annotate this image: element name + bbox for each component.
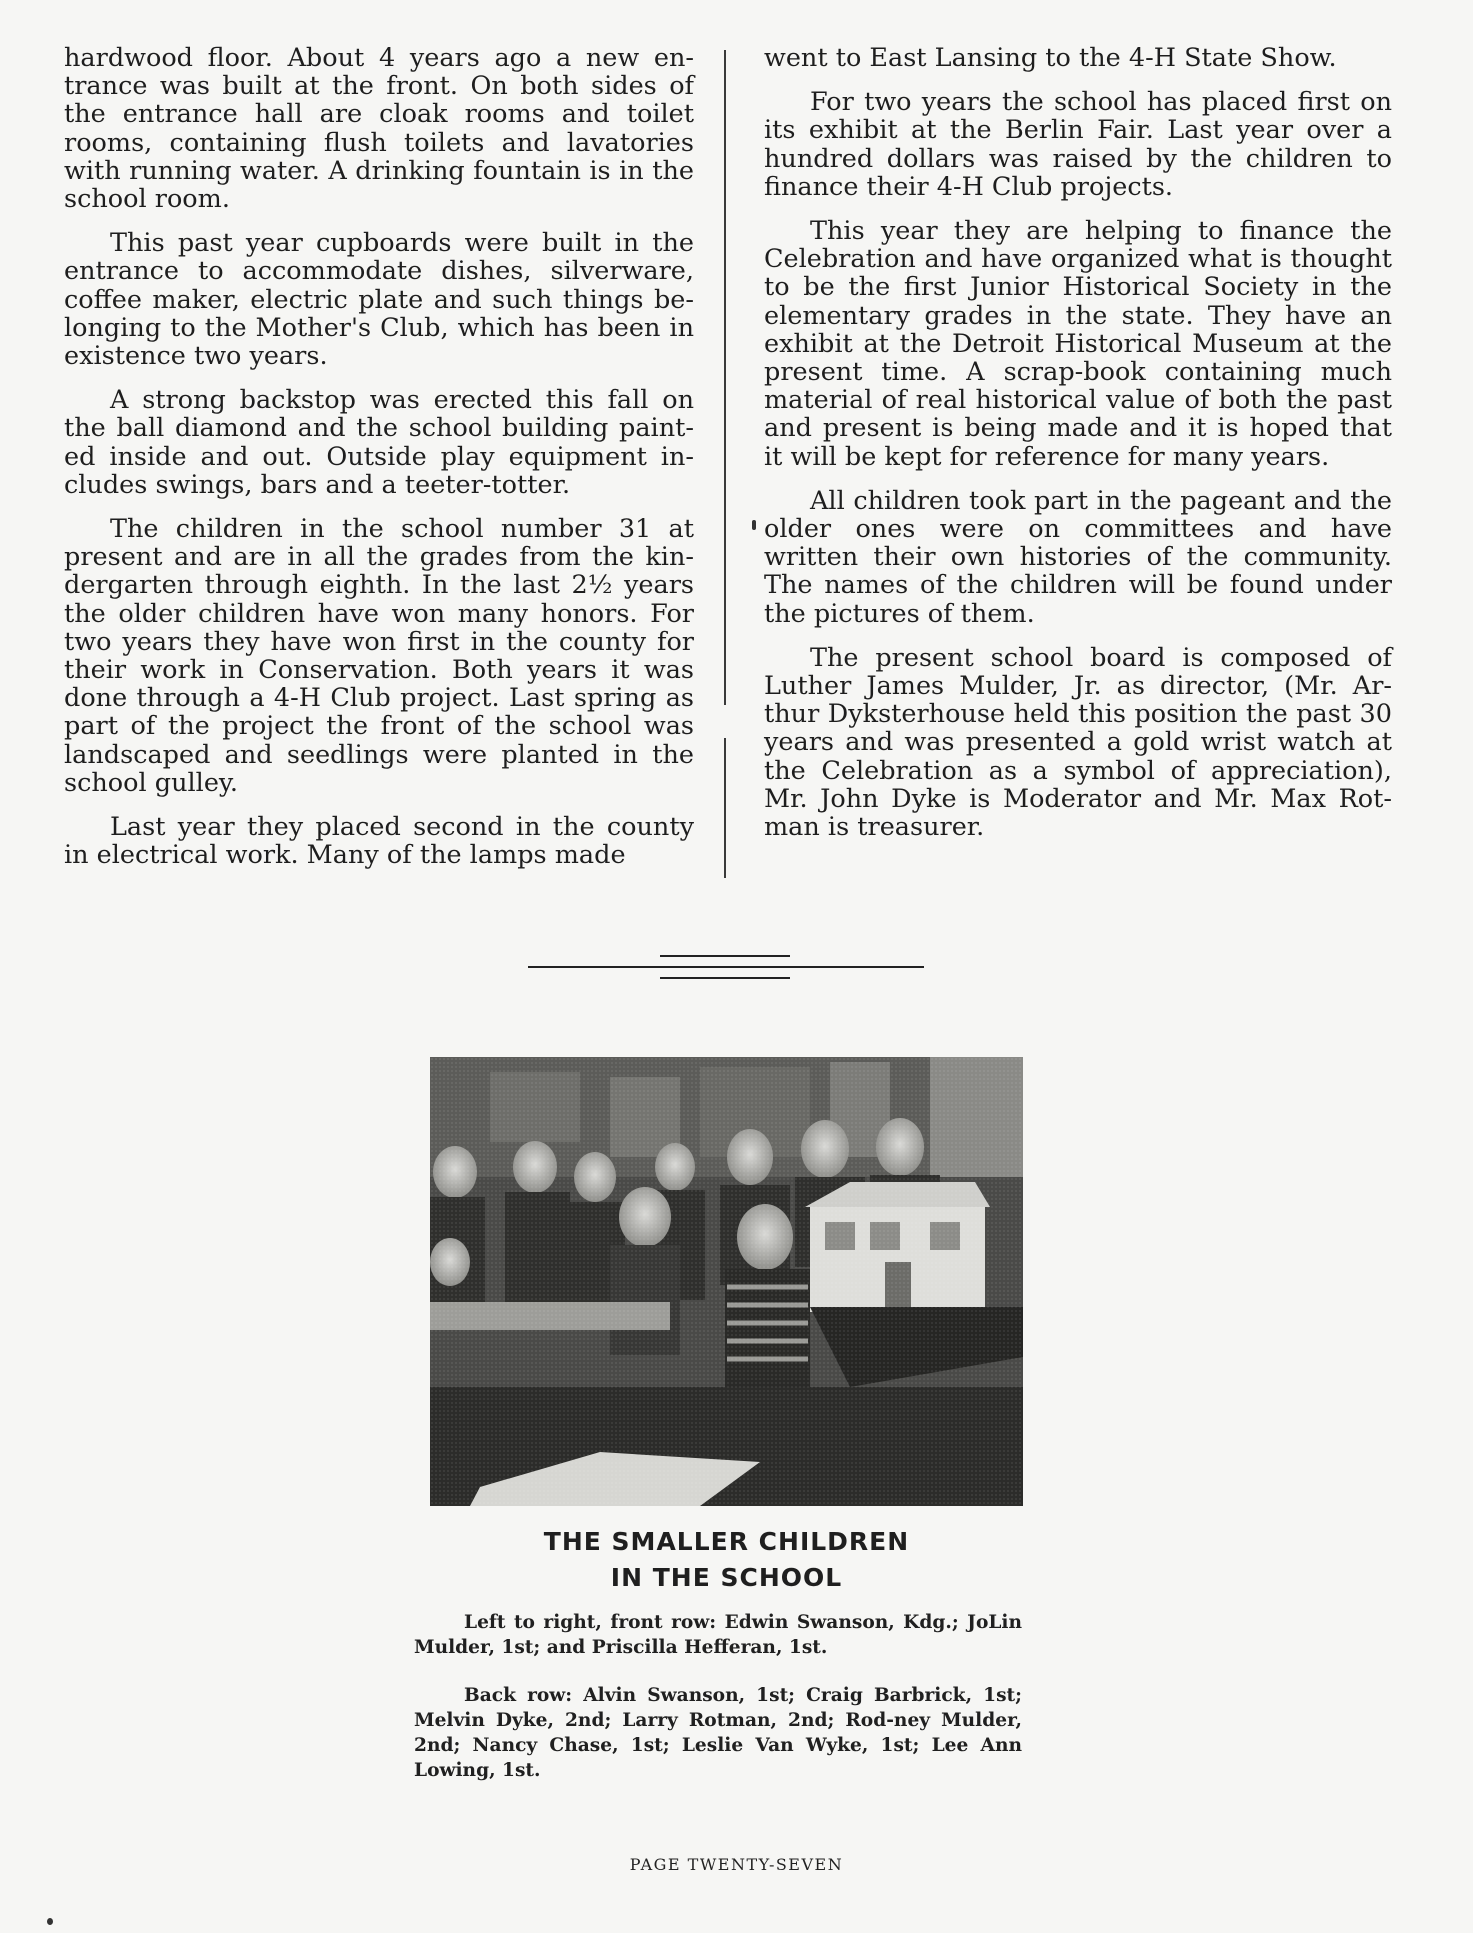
left-paragraph-1: hardwood floor. About 4 years ago a new en-trance was built at the front. On both sides of the entrance hall are cloak rooms and toilet rooms, containing flush toilets and lavatories with running water. A drinking fountain is in the school room. xyxy=(64,43,694,215)
right-paragraph-5: The present school board is composed of Luther James Mulder, Jr. as director, (Mr. Ar-thur Dyksterhouse held this position the past 30 years and was presented a gold wrist watch at the Celebration as a symbol of appreciation), Mr. John Dyke is Moderator and Mr. Max Rot-man is treasurer. xyxy=(764,642,1392,843)
caption-front-row: Left to right, front row: Edwin Swanson, Kdg.; JoLin Mulder, 1st; and Priscilla Hefferan, 1st. xyxy=(414,1612,1022,1658)
caption-title-line-1: THE SMALLER CHILDREN xyxy=(543,1527,910,1556)
page-number: PAGE TWENTY-SEVEN xyxy=(629,1855,844,1874)
right-paragraph-1: went to East Lansing to the 4-H State Show. xyxy=(764,43,1337,73)
right-paragraph-4: All children took part in the pageant and the older ones were on committees and have written their own histories of the community. The names of the children will be found under the pictures of them. xyxy=(764,485,1392,629)
caption-title-line-2: IN THE SCHOOL xyxy=(610,1563,843,1592)
left-paragraph-3: A strong backstop was erected this fall on the ball diamond and the school building paint-ed inside and out. Outside play equipment in-cludes swings, bars and a teeter-totter. xyxy=(64,385,694,500)
ornament-rule-top xyxy=(660,955,790,957)
caption-back-row: Back row: Alvin Swanson, 1st; Craig Barbrick, 1st; Melvin Dyke, 2nd; Larry Rotman, 2nd; Rod-ney Mulder, 2nd; Nancy Chase, 1st; Leslie Van Wyke, 1st; Lee Ann Lowing, 1st. xyxy=(414,1685,1022,1781)
right-paragraph-3: This year they are helping to finance the Celebration and have organized what is thought to be the first Junior Historical Society in the elementary grades in the state. They have an exhibit at the Detroit Historical Museum at the present time. A scrap-book containing much material of real historical value of both the past and present is being made and it is hoped that it will be kept for reference for many years. xyxy=(764,216,1392,472)
ink-speck xyxy=(752,520,756,530)
photo-caption-title xyxy=(430,1524,1023,1596)
left-paragraph-2: This past year cupboards were built in the entrance to accommodate dishes, silverware, coffee maker, electric plate and such things be-longing to the Mother's Club, which has been in existence two years. xyxy=(64,228,694,372)
left-paragraph-4: The children in the school number 31 at present and are in all the grades from the kin-dergarten through eighth. In the last 2½ years the older children have won many honors. For two years they have won first in the county for their work in Conservation. Both years it was done through a 4-H Club project. Last spring as part of the project the front of the school was landscaped and seedlings were planted in the school gulley. xyxy=(64,514,694,798)
column-divider-upper xyxy=(724,50,726,705)
right-paragraph-2: For two years the school has placed first on its exhibit at the Berlin Fair. Last year over a hundred dollars was raised by the children to finance their 4-H Club projects. xyxy=(764,87,1392,202)
ornament-rule-middle xyxy=(528,966,924,968)
class-photo xyxy=(430,1057,1023,1506)
left-paragraph-5: Last year they placed second in the county in electrical work. Many of the lamps made xyxy=(64,812,694,871)
right-column xyxy=(764,44,1392,857)
ornament-rule-bottom xyxy=(660,977,790,979)
left-column xyxy=(64,44,694,885)
column-divider-lower xyxy=(724,738,726,878)
ink-speck xyxy=(47,1918,53,1925)
